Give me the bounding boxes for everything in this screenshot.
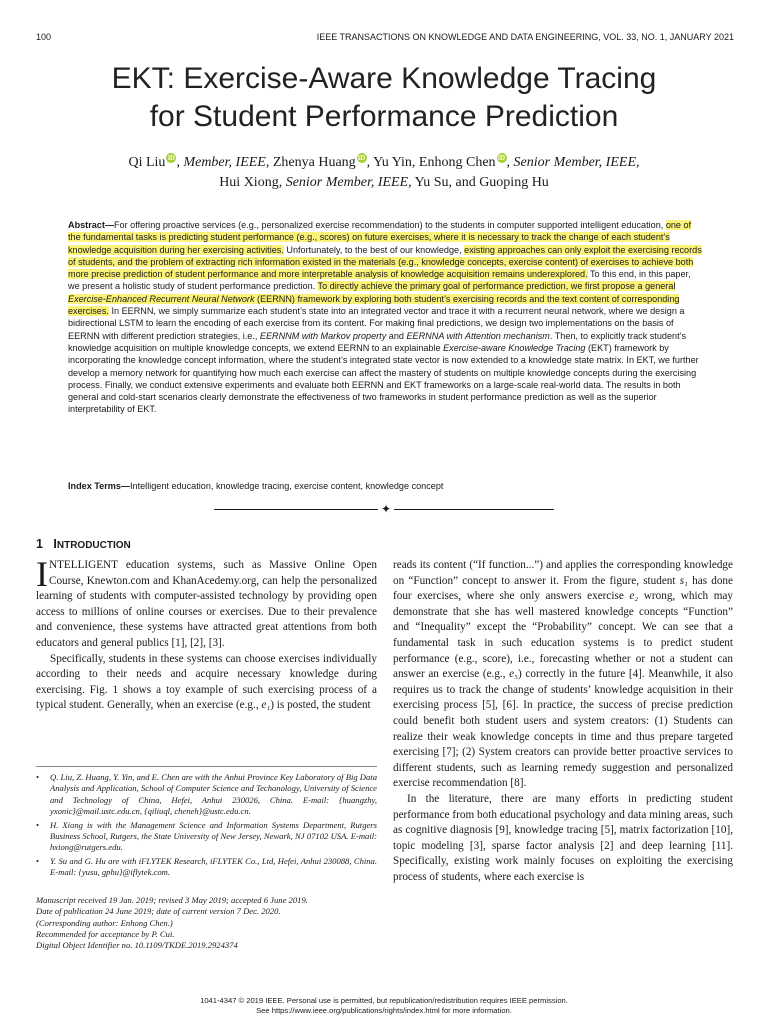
math-symbol: s₁ — [679, 574, 688, 587]
abstract-text: . Then, to explicitly track student’s knowledge acquisition on multiple knowledge concepts, we extend EERNN to an explainable — [68, 330, 686, 353]
paragraph-text: wrong, which may demonstrate that she has well mastered knowledge concepts “Function” and “Inequality” except the “Probability” concept. We can see that a fundamental task in such education systems is to predict student performance (e.g., score), i.e., forecasting whether or not a student can answer an exercise (e.g., — [393, 590, 733, 681]
right-column — [393, 558, 733, 885]
paragraph-text: In the literature, there are many efforts in predicting student performance from both educational psychology and data mining areas, such as cognitive diagnosis [9], knowledge tracing [5], matrix factorization [10], topic modeling [3], sparse factor analysis [2] and deep learning [11]. Specifically, existing work mainly focuses on exploiting the exercising process of students, where each exercise is — [393, 792, 733, 883]
bullet-icon: • — [36, 855, 40, 866]
paragraph — [393, 558, 733, 792]
abstract-highlight: existing approaches can only exploit the exercising records of students, and the problem of extracting rich information existed in the materials (e.g., knowledge concepts, exercise content) of exercises to achieve both more precise prediction of student performance and more interpretable analysis of knowledge acquisition remains underexplored. — [68, 244, 702, 280]
author-role: Senior Member, IEEE — [285, 175, 409, 190]
author-line-1: Qi Liu iD , Member, IEEE, Zhenya Huang iD , Yu Yin, Enhong Chen iD , Senior Member, IEEE, — [128, 154, 640, 170]
paragraph — [36, 652, 377, 714]
math-symbol: e₅ — [509, 668, 519, 681]
abstract-text: To this end, in this paper, we present a holistic study of student performance prediction. — [68, 269, 691, 292]
footnote — [36, 772, 377, 818]
abstract-text: (EKT) framework by incorporating the knowledge concept information, where the student’s integrated state vector is now extended to a knowledge state matrix. In EKT, we further develop a memory network for quantifying how much each exercise can affect the mastery of students on multiple knowledge concepts during the exercising process. Finally, we conduct extensive experiments and evaluate both EERNN and EKT frameworks on a large-scale real-world data. The results in both general and cold-start scenarios clearly demonstrate the effectiveness of two frameworks in student performance prediction as well as the superior interpretability of EKT. — [68, 342, 699, 415]
paragraph-text: ) is posted, the student — [270, 699, 371, 712]
manuscript-info — [36, 895, 381, 951]
title-line-2: for Student Performance Prediction — [149, 100, 619, 133]
author-name: Hui Xiong — [219, 175, 279, 190]
paper-title — [30, 60, 738, 136]
author-name: Qi Liu — [128, 155, 166, 170]
paragraph-text: Specifically, students in these systems can choose exercises individually according to their needs and acquire necessary knowledge during exercising. Fig. 1 shows a toy example of such exercising process of a typical student. Generally, when an exercise (e.g., — [36, 652, 377, 712]
abstract-highlight: To directly achieve the primary goal of performance prediction, we first propose a general — [317, 281, 676, 292]
index-terms-text: Intelligent education, knowledge tracing, exercise content, knowledge concept — [130, 481, 444, 491]
author-role: Member, IEEE — [183, 155, 266, 170]
abstract-highlight: (EERNN) framework by exploring both student’s exercising records and the text content of corresponding exercises. — [68, 293, 680, 317]
orcid-icon[interactable]: iD — [358, 154, 366, 163]
affiliation-footnotes — [36, 772, 377, 881]
author-name: Zhenya Huang — [272, 155, 356, 170]
paragraph — [393, 792, 733, 886]
author-role: Senior Member, IEEE — [513, 155, 636, 170]
author-name: Yu Su, and Guoping Hu — [414, 175, 549, 190]
lead-word: NTELLIGENT — [49, 559, 118, 571]
doi: Digital Object Identifier no. 10.1109/TKDE.2019.2924374 — [36, 940, 238, 951]
divider-diamond-icon: ✦ — [378, 502, 394, 517]
title-line-1: EKT: Exercise-Aware Knowledge Tracing — [111, 62, 657, 95]
abstract-text: Unfortunately, to the best of our knowledge, — [283, 244, 465, 255]
recommended-by: Recommended for acceptance by P. Cui. — [36, 928, 175, 939]
author-list — [30, 153, 738, 193]
section-number: 1 — [36, 537, 43, 551]
paragraph-text: reads its content (“If function...”) and applies the corresponding knowledge on “Function” concept to answer it. From the figure, student — [393, 559, 733, 587]
orcid-icon[interactable]: iD — [167, 154, 175, 163]
abstract-emphasis: EERNNM with Markov property — [259, 330, 387, 341]
orcid-icon[interactable]: iD — [498, 154, 506, 163]
math-symbol: e₁ — [261, 699, 271, 712]
copyright-notice — [120, 996, 648, 1015]
journal-header: IEEE TRANSACTIONS ON KNOWLEDGE AND DATA ENGINEERING, VOL. 33, NO. 1, JANUARY 2021 — [316, 32, 734, 42]
author-line-2: Hui Xiong, Senior Member, IEEE, Yu Su, and Guoping Hu — [219, 175, 549, 190]
footnote-text: Y. Su and G. Hu are with iFLYTEK Research, iFLYTEK Co., Ltd, Hefei, Anhui 230088, China. E-mail: {yusu, gphu}@iflytek.com. — [50, 855, 377, 878]
index-terms — [68, 480, 702, 492]
paragraph-text: ) correctly in the future [4]. Meanwhile, it also requires us to track the change of students’ knowledge acquisition in their exercising process [5], [6]. In practice, the success of precise prediction could benefit both student users and system creators: (1) Students can realize their weak knowledge concepts in time and thus prepare targeted exercising [7]; (2) System creators can provide better proactive services to different students, such as learning remedy suggestion and personalized exercise recommendation [8]. — [393, 668, 734, 790]
author-name: Yu Yin, Enhong Chen — [373, 155, 496, 170]
bullet-icon: • — [36, 819, 40, 830]
corresponding-author: (Corresponding author: Enhong Chen.) — [36, 917, 173, 928]
math-symbol: e₂ — [629, 590, 639, 603]
footnote-text: Q. Liu, Z. Huang, Y. Yin, and E. Chen are with the Anhui Province Key Laboratory of Big Data Analysis and Application, School of Computer Science and Techonology, University of Science and Technology of China, Hefei, Anhui 230026, China. E-mail: {huangzhy, yxonic}@mail.ustc.edu.cn, {qiliuql, cheneh}@ustc.edu.cn. — [50, 772, 377, 817]
abstract-emphasis: Exercise-aware Knowledge Tracing — [443, 342, 586, 353]
left-column — [36, 554, 377, 714]
bullet-icon: • — [36, 772, 40, 782]
abstract-highlight: one of the fundamental tasks is predicting student performance (e.g., scores) on future exercises, where it is necessary to track the change of each student’s knowledge acquisition during her exercising activities. — [68, 220, 692, 255]
footnote — [36, 820, 377, 854]
abstract-text: In EERNN, we simply summarize each student’s state into an integrated vector and trace it with a recurrent neural network, where we design a bidirectional LSTM to learn the encoding of each exercise from its content. For making final predictions, we design two implementations on the basis of EERNN with different prediction strategies, i.e., — [68, 306, 685, 341]
footnote-rule — [36, 766, 377, 767]
abstract-label: Abstract— — [68, 220, 114, 230]
paragraph-text: education systems, such as Massive Online Open Course, Knewton.com and KhanAcedemy.org, can help the personalized learning of students with computer-assisted technology by providing open access to millions of online courses or exercises. Due to their prevalence and convenience, these systems have attracted great attentions from both educators and general publics [1], [2], [3]. — [36, 559, 377, 649]
drop-cap: I — [36, 554, 48, 594]
index-terms-label: Index Terms— — [68, 481, 130, 491]
abstract-text: For offering proactive services (e.g., personalized exercise recommendation) to the students in computer supported intelligent education, — [113, 220, 666, 230]
abstract-highlight: Exercise-Enhanced Recurrent Neural Network — [68, 293, 255, 304]
abstract-emphasis: EERNNA with Attention mechanism — [406, 330, 550, 341]
footnote — [36, 856, 377, 879]
paragraph — [36, 554, 377, 652]
paragraph-text: has done four exercises, where she only answers exercise — [393, 574, 733, 603]
section-heading — [36, 537, 131, 551]
abstract-text: and — [386, 330, 407, 341]
publication-dates: Date of publication 24 June 2019; date of current version 7 Dec. 2020. — [36, 906, 281, 917]
section-title-rest: NTRODUCTION — [56, 540, 131, 551]
page-number: 100 — [36, 32, 52, 42]
rights-link[interactable]: See https://www.ieee.org/publications/rights/index.html for more information. — [256, 1005, 512, 1015]
manuscript-dates: Manuscript received 19 Jan. 2019; revised 3 May 2019; accepted 6 June 2019. — [36, 895, 308, 905]
copyright-line: 1041-4347 © 2019 IEEE. Personal use is permitted, but republication/redistribution requires IEEE permission. — [200, 996, 568, 1005]
section-title-initial: I — [53, 537, 57, 551]
abstract — [68, 219, 702, 416]
footnote-text: H. Xiong is with the Management Science and Information Systems Department, Rutgers Business School, Rutgers, the State University of New Jersey, Newark, NJ 07102 USA. E-mail: hxiong@rutgers.edu. — [50, 819, 377, 853]
